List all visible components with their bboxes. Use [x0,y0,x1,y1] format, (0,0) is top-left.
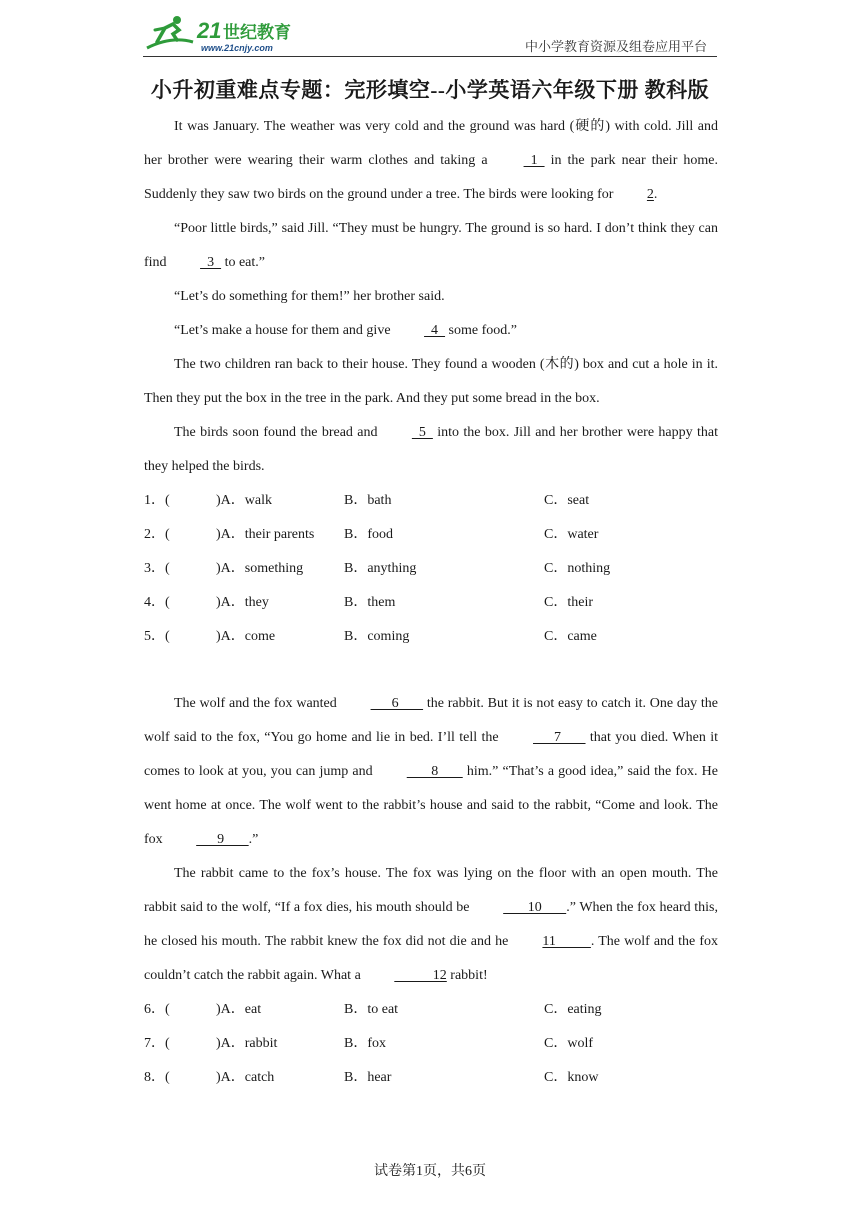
blank-4: 4 [424,323,446,338]
question-number: 8．( [144,1070,170,1085]
blank-12: 12 [394,968,447,983]
question-row [144,552,718,586]
page-title: 小升初重难点专题：完形填空--小学英语六年级下册 教科版 [150,78,710,102]
option-c: C．water [544,527,599,542]
question-list-1 [144,484,718,654]
passage-text: that you died. When it comes to look at you, you can jump and [144,730,718,779]
blank-1: 1 [523,153,545,168]
site-logo [143,12,313,56]
option-a: )A．rabbit [216,1036,278,1051]
question-row [144,586,718,620]
question-number: 6．( [144,1002,170,1017]
svg-text:世纪教育: 世纪教育 [223,23,291,43]
svg-text:www.21cnjy.com: www.21cnjy.com [201,43,273,53]
passage-text: into the box. Jill and her brother were happy that they helped the birds. [144,425,718,474]
document-body [144,110,718,1095]
passage-text: .” When the fox heard this, he closed his mouth. The rabbit knew the fox did not die and he [144,900,718,949]
question-number: 4．( [144,595,170,610]
passage1-paragraph-4 [144,314,718,348]
blank-7: 7 [533,730,586,745]
option-c: C．came [544,629,597,644]
option-b: B．anything [344,561,417,576]
passage-text: The birds soon found the bread and [174,425,382,440]
blank-11: 11 [542,934,591,949]
question-number: 1．( [144,493,170,508]
blank-3: 3 [200,255,222,270]
option-b: B．them [344,595,396,610]
passage1-paragraph-1 [144,110,718,212]
option-a: )A．their parents [216,527,315,542]
option-a: )A．something [216,561,304,576]
passage1-paragraph-5: The two children ran back to their house. They found a wooden (木的) box and cut a hole in it. Then they put the box in the tree in the park. And they put some bread in the box. [144,357,718,406]
question-list-2 [144,993,718,1095]
passage-text: to eat.” [221,255,265,270]
option-c: C．know [544,1070,599,1085]
option-a: )A．walk [216,493,272,508]
runner-logo-icon [143,12,313,56]
passage-text: “Let’s make a house for them and give [174,323,395,338]
page-header [143,12,717,57]
option-a: )A．catch [216,1070,275,1085]
passage-text: in the park near their home. Suddenly they saw two birds on the ground under a tree. The birds were looking for [144,153,718,202]
passage-text: the rabbit. But it is not easy to catch it. One day the wolf said to the fox, “You go home and lie in bed. I’ll tell the [144,696,718,745]
passage-text: some food.” [445,323,517,338]
option-a: )A．come [216,629,276,644]
option-c: C．their [544,595,593,610]
passage-text: rabbit! [446,968,488,983]
question-number: 5．( [144,629,170,644]
passage1-paragraph-3: “Let’s do something for them!” her brother said. [174,289,445,304]
question-row [144,993,718,1027]
platform-name: 中小学教育资源及组卷应用平台 [524,39,707,54]
passage-text: It was January. The weather was very cold and the ground was hard (硬的) with cold. Jill and her brother were wearing their warm clothes and taking a [144,119,718,168]
option-b: B．food [344,527,393,542]
page-footer: 试卷第1页，共6页 [374,1164,486,1179]
question-number: 2．( [144,527,170,542]
blank-6: 6 [370,696,424,711]
option-b: B．bath [344,493,392,508]
question-row [144,620,718,654]
option-c: C．wolf [544,1036,593,1051]
question-number: 3．( [144,561,170,576]
option-c: C．seat [544,493,590,508]
blank-2: 2 [646,187,654,202]
passage2-paragraph-1 [144,687,718,857]
option-b: B．to eat [344,1002,399,1017]
option-b: B．hear [344,1070,392,1085]
passage1-paragraph-2 [144,212,718,280]
passage-text: The rabbit came to the fox’s house. The fox was lying on the floor with an open mouth. The rabbit said to the wolf, “If a fox dies, his mouth should be [144,866,718,915]
svg-text:21: 21 [197,18,222,43]
option-a: )A．they [216,595,269,610]
passage2-paragraph-2 [144,857,718,993]
question-row [144,1061,718,1095]
question-number: 7．( [144,1036,170,1051]
question-row [144,518,718,552]
passage-text: him.” “That’s a good idea,” said the fox. He went home at once. The wolf went to the rabbit’s house and said to the rabbit, “Come and look. The fox [144,764,718,847]
option-a: )A．eat [216,1002,262,1017]
blank-8: 8 [406,764,463,779]
blank-5: 5 [411,425,433,440]
option-c: C．eating [544,1002,602,1017]
passage1-paragraph-6 [144,416,718,484]
section-spacer [144,654,718,687]
option-b: B．fox [344,1036,386,1051]
passage-text: The wolf and the fox wanted [174,696,341,711]
passage-text: “Poor little birds,” said Jill. “They must be hungry. The ground is so hard. I don’t think they can find [144,221,718,270]
blank-10: 10 [503,900,567,915]
question-row [144,484,718,518]
blank-9: 9 [196,832,249,847]
question-row [144,1027,718,1061]
passage-text: . [653,187,658,202]
passage-text: . The wolf and the fox couldn’t catch the rabbit again. What a [144,934,719,983]
option-b: B．coming [344,629,410,644]
passage-text: .” [248,832,259,847]
option-c: C．nothing [544,561,611,576]
